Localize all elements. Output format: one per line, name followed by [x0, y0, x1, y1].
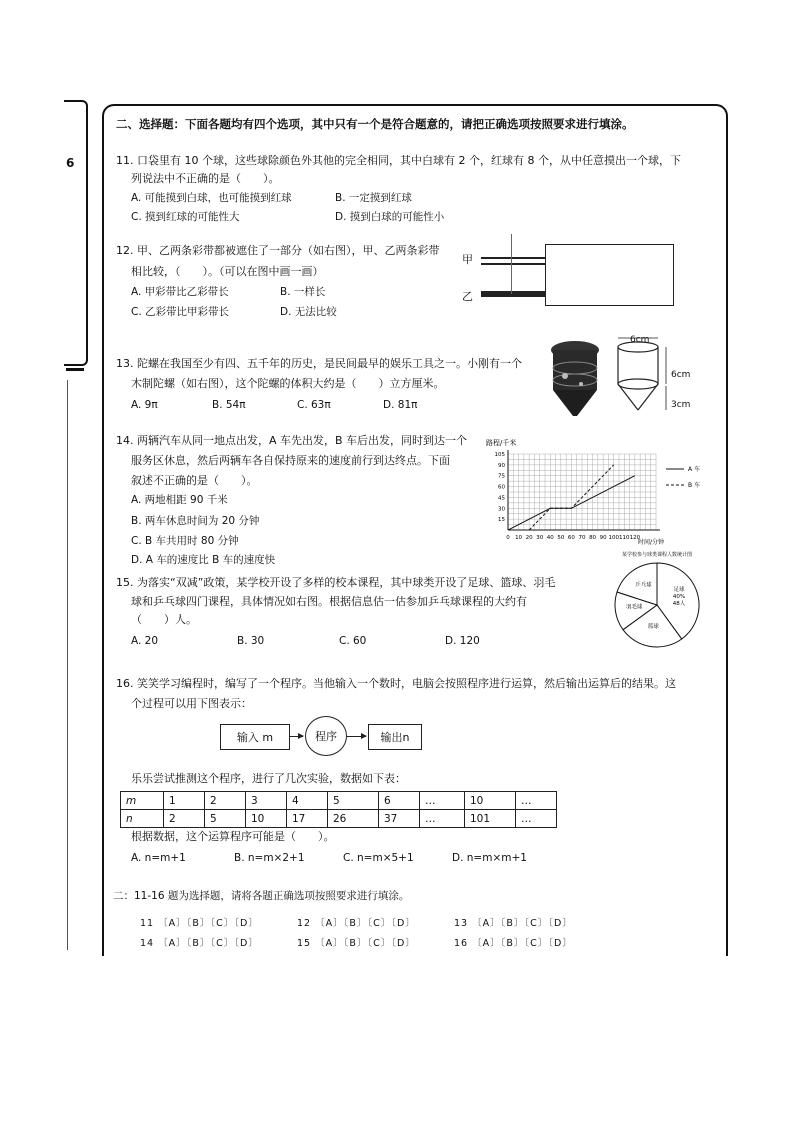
spinning-top-photo [551, 341, 599, 416]
q15-line2: 球和乒乓球四门课程，具体情况如右图。根据信息估一估参加乒乓球课程的大约有 [131, 595, 527, 608]
q12-option-a: A. 甲彩带比乙彩带长 [131, 286, 229, 298]
q15-line1: 15. 为落实“双减”政策，某学校开设了多样的校本课程，其中球类开设了足球、篮球、羽毛 [116, 576, 556, 589]
q11-line2: 列说法中不正确的是（ ）。 [131, 172, 280, 185]
table-cell: 10 [465, 792, 516, 810]
ribbon-label-jia: 甲 [462, 253, 473, 266]
top-dimension-cylinder-height: 6cm [671, 370, 691, 380]
answer-bubbles-15[interactable]: 15 〔A〕〔B〕〔C〕〔D〕 [297, 938, 416, 949]
table-cell: 1 [164, 792, 205, 810]
chart-x-tick-label: 10 [515, 535, 523, 541]
table-cell: … [516, 792, 557, 810]
spinning-top-diagram [618, 338, 666, 410]
left-margin-frame [64, 100, 88, 366]
chart-y-tick-label: 60 [498, 484, 505, 491]
q15-option-c: C. 60 [339, 635, 367, 647]
ball-course-pie-chart [600, 548, 714, 652]
q13-option-c: C. 63π [297, 399, 331, 411]
answer-section-title: 二：11-16 题为选择题，请将各题正确选项按照要求进行填涂。 [113, 890, 410, 902]
q11-option-d: D. 摸到白球的可能性小 [335, 211, 445, 223]
q14-line3: 叙述不正确的是（ ）。 [131, 474, 258, 487]
left-margin-line [67, 380, 68, 950]
top-dimension-cone-height: 3cm [671, 400, 691, 410]
table-cell: 26 [328, 810, 379, 828]
pie-slice-label: 羽毛球 [625, 604, 643, 611]
answer-bubbles-11[interactable]: 11 〔A〕〔B〕〔C〕〔D〕 [140, 918, 259, 929]
q13-line1: 13. 陀螺在我国至少有四、五千年的历史，是民间最早的娱乐工具之一。小刚有一个 [116, 357, 522, 370]
ribbon-cover-box [545, 244, 674, 306]
chart-x-tick-label: 120 [629, 535, 641, 541]
pie-title: 某学校参与球类课程人数统计图 [621, 552, 693, 558]
chart-y-axis-label: 路程/千米 [486, 439, 517, 447]
table-cell: 5 [205, 810, 246, 828]
q15-option-b: B. 30 [237, 635, 265, 647]
chart-x-tick-label: 60 [567, 535, 575, 541]
answer-bubbles-12[interactable]: 12 〔A〕〔B〕〔C〕〔D〕 [297, 918, 416, 929]
q15-line3: （ ）人。 [131, 613, 197, 626]
chart-x-tick-label: 40 [546, 535, 554, 541]
flow-arrow-1 [289, 736, 303, 737]
distance-time-line-chart [486, 436, 722, 548]
table-cell: 101 [465, 810, 516, 828]
ribbon-label-yi: 乙 [462, 290, 473, 303]
chart-y-tick-label: 15 [498, 517, 505, 524]
q12-option-d: D. 无法比较 [280, 306, 337, 318]
ribbon-jia-top-edge [481, 257, 549, 259]
chart-x-tick-label: 70 [578, 535, 586, 541]
chart-x-tick-label: 80 [589, 535, 597, 541]
q15-option-a: A. 20 [131, 635, 159, 647]
table-cell: … [420, 792, 465, 810]
table-cell: 6 [379, 792, 420, 810]
table-cell: 2 [205, 792, 246, 810]
flow-arrow-2 [346, 736, 366, 737]
chart-legend-label: B 车 [688, 482, 701, 489]
top-dimension-width: 6cm [630, 335, 650, 345]
chart-y-tick-label: 105 [494, 452, 505, 458]
pie-slice-label: 篮球 [647, 623, 659, 630]
section-title: 二、选择题：下面各题均有四个选项，其中只有一个是符合题意的，请把正确选项按照要求进行填涂。 [116, 117, 634, 131]
table-cell: 3 [246, 792, 287, 810]
table-cell: 10 [246, 810, 287, 828]
q16-option-a: A. n=m+1 [131, 852, 186, 864]
q14-option-a: A. 两地相距 90 千米 [131, 494, 228, 506]
q16-line4: 根据数据，这个运算程序可能是（ ）。 [131, 830, 335, 843]
q13-option-d: D. 81π [383, 399, 418, 411]
q14-line1: 14. 两辆汽车从同一地点出发，A 车先出发，B 车后出发，同时到达一个 [116, 434, 468, 447]
table-cell: 2 [164, 810, 205, 828]
table-cell: m [121, 792, 164, 810]
q16-option-d: D. n=m×m+1 [452, 852, 527, 864]
q14-line2: 服务区休息，然后两辆车各自保持原来的速度前行到达终点。下面 [131, 454, 450, 467]
chart-x-tick-label: 90 [599, 535, 607, 541]
table-cell: … [420, 810, 465, 828]
q16-line2: 个过程可以用下图表示： [131, 697, 252, 710]
flow-output-box: 输出n [368, 724, 422, 750]
flow-input-box: 输入 m [220, 724, 290, 750]
left-margin-tick [66, 368, 84, 371]
q16-line1: 16. 笑笑学习编程时，编写了一个程序。当他输入一个数时，电脑会按照程序进行运算，然后输出运算后的结果。这 [116, 677, 676, 690]
chart-x-tick-label: 50 [557, 535, 565, 541]
q16-option-c: C. n=m×5+1 [343, 852, 414, 864]
q11-option-b: B. 一定摸到红球 [335, 192, 412, 204]
chart-y-tick-label: 45 [498, 495, 505, 502]
pie-slice-label: 乒乓球 [635, 582, 652, 589]
flow-program-circle: 程序 [305, 716, 347, 756]
table-cell: 37 [379, 810, 420, 828]
q11-option-c: C. 摸到红球的可能性大 [131, 211, 240, 223]
answer-bubbles-16[interactable]: 16 〔A〕〔B〕〔C〕〔D〕 [454, 938, 573, 949]
experiment-table [120, 791, 557, 828]
chart-x-tick-label: 110 [619, 535, 630, 541]
q12-option-b: B. 一样长 [280, 286, 326, 298]
table-cell: 4 [287, 792, 328, 810]
ribbon-yi [481, 291, 549, 297]
chart-y-tick-label: 75 [498, 473, 505, 480]
q12-option-c: C. 乙彩带比甲彩带长 [131, 306, 230, 318]
chart-x-tick-label: 30 [536, 535, 544, 541]
table-cell: … [516, 810, 557, 828]
pie-slice-label: 足球 40% 48人 [672, 586, 686, 607]
chart-x-tick-label: 100 [608, 535, 619, 541]
q14-option-c: C. B 车共用时 80 分钟 [131, 535, 239, 547]
q11-line1: 11. 口袋里有 10 个球，这些球除颜色外其他的完全相同，其中白球有 2 个，红球有 8 个，从中任意摸出一个球，下 [116, 154, 681, 167]
q11-option-a: A. 可能摸到白球，也可能摸到红球 [131, 192, 292, 204]
q14-option-b: B. 两车休息时间为 20 分钟 [131, 515, 260, 527]
chart-y-tick-label: 90 [498, 462, 505, 469]
q13-option-a: A. 9π [131, 399, 158, 411]
ribbon-measure-line [511, 234, 512, 294]
q16-line3: 乐乐尝试推测这个程序，进行了几次实验，数据如下表： [131, 772, 406, 785]
ribbon-jia-bottom-edge [481, 263, 549, 265]
q13-line2: 木制陀螺（如右图），这个陀螺的体积大约是（ ）立方厘米。 [131, 377, 445, 390]
answer-bubbles-13[interactable]: 13 〔A〕〔B〕〔C〕〔D〕 [454, 918, 573, 929]
q14-option-d: D. A 车的速度比 B 车的速度快 [131, 554, 276, 566]
chart-y-tick-label: 30 [498, 506, 505, 513]
table-row-m [121, 792, 557, 810]
chart-x-tick-label: 20 [525, 535, 533, 541]
table-cell: 5 [328, 792, 379, 810]
chart-x-axis-label: 时间/分钟 [638, 539, 665, 546]
left-margin-number: 6 [66, 156, 75, 170]
table-cell: n [121, 810, 164, 828]
q15-option-d: D. 120 [445, 635, 480, 647]
table-cell: 17 [287, 810, 328, 828]
q12-line2: 相比较，（ ）。（可以在图中画一画） [131, 265, 324, 278]
answer-bubbles-14[interactable]: 14 〔A〕〔B〕〔C〕〔D〕 [140, 938, 259, 949]
q13-option-b: B. 54π [212, 399, 246, 411]
q16-option-b: B. n=m×2+1 [234, 852, 305, 864]
table-row-n [121, 810, 557, 828]
q12-line1: 12. 甲、乙两条彩带都被遮住了一部分（如右图），甲、乙两条彩带 [116, 244, 440, 257]
chart-x-tick-label: 0 [506, 535, 510, 541]
chart-legend-label: A 车 [688, 466, 701, 473]
